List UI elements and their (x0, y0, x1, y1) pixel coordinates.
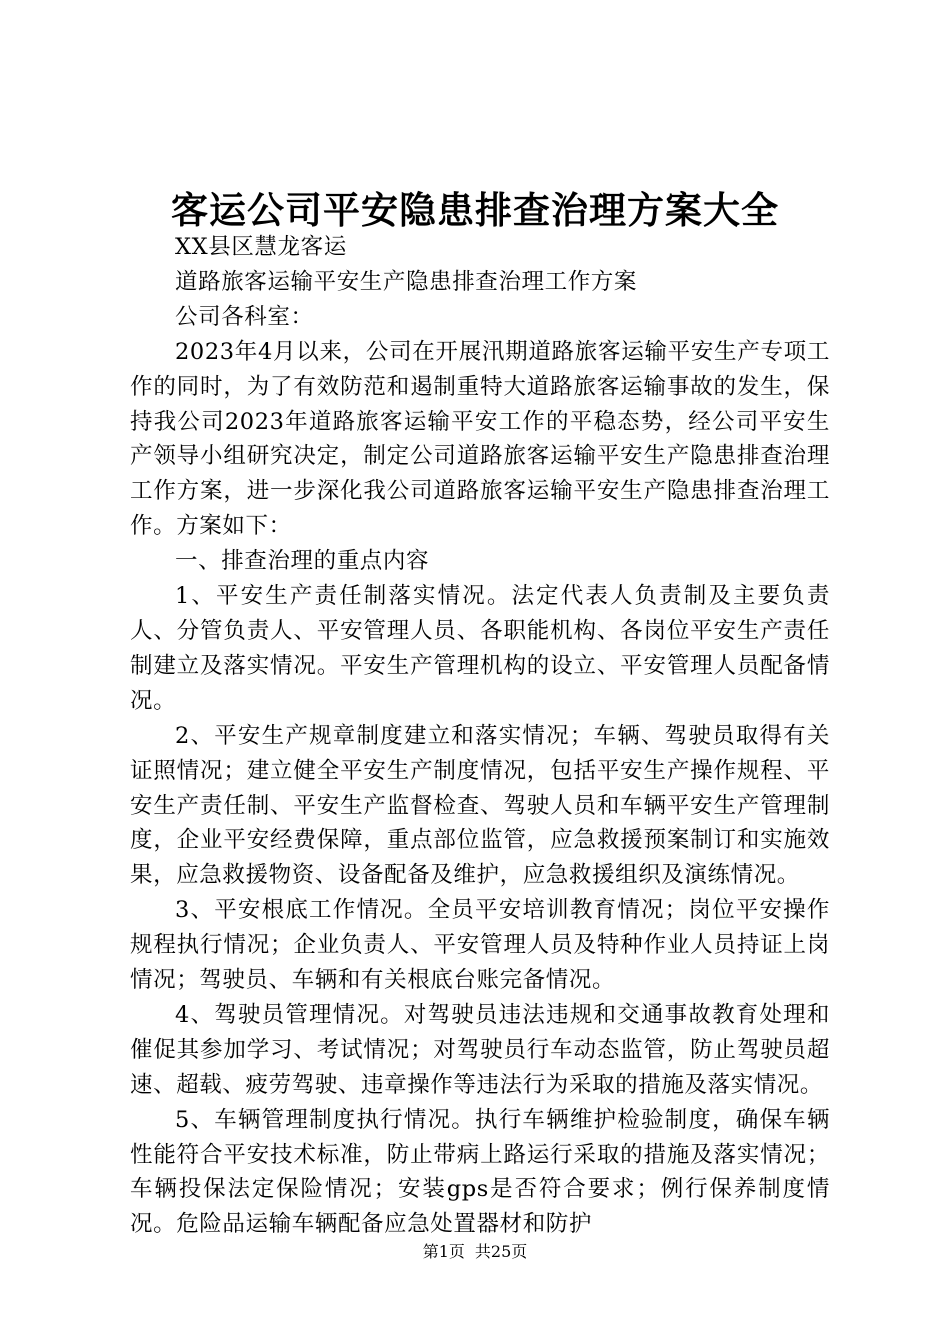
page-footer (0, 1240, 950, 1264)
page-number: 第1页 (422, 1242, 465, 1261)
paragraph-item-3: 3、平安根底工作情况。全员平安培训教育情况；岗位平安操作规程执行情况；企业负责人、平安管理人员及特种作业人员持证上岗情况；驾驶员、车辆和有关根底台账完备情况。 (130, 897, 830, 994)
document-title: 客运公司平安隐患排查治理方案大全 (171, 188, 779, 232)
paragraph-item-2: 2、平安生产规章制度建立和落实情况；车辆、驾驶员取得有关证照情况；建立健全平安生产制度情况，包括平安生产操作规程、平安生产责任制、平安生产监督检查、驾驶人员和车辆平安生产管理制度，企业平安经费保障，重点部位监管，应急救援预案制订和实施效果，应急救援物资、设备配备及维护，应急救援组织及演练情况。 (130, 722, 830, 889)
paragraph-intro: 2023年4月以来，公司在开展汛期道路旅客运输平安生产专项工作的同时，为了有效防范和遏制重特大道路旅客运输事故的发生，保持我公司2023年道路旅客运输平安工作的平稳态势，经公司平安生产领导小组研究决定，制定公司道路旅客运输平安生产隐患排查治理工作方案，进一步深化我公司道路旅客运输平安生产隐患排查治理工作。方案如下： (130, 338, 830, 540)
page-total: 共25页 (474, 1242, 528, 1261)
paragraph-company: XX县区慧龙客运 (175, 234, 347, 260)
section-heading-1: 一、排查治理的重点内容 (175, 548, 430, 575)
paragraph-plan-title: 道路旅客运输平安生产隐患排查治理工作方案 (175, 268, 638, 295)
paragraph-salutation: 公司各科室： (175, 303, 314, 330)
document-body (130, 230, 830, 1242)
paragraph-item-5: 5、车辆管理制度执行情况。执行车辆维护检验制度，确保车辆性能符合平安技术标准，防止带病上路运行采取的措施及落实情况；车辆投保法定保险情况；安装gps是否符合要求；例行保养制度情况。危险品运输车辆配备应急处置器材和防护 (130, 1106, 830, 1238)
paragraph-item-1: 1、平安生产责任制落实情况。法定代表人负责制及主要负责人、分管负责人、平安管理人员、各职能机构、各岗位平安生产责任制建立及落实情况。平安生产管理机构的设立、平安管理人员配备情况。 (130, 583, 830, 714)
paragraph-item-4: 4、驾驶员管理情况。对驾驶员违法违规和交通事故教育处理和催促其参加学习、考试情况；对驾驶员行车动态监管，防止驾驶员超速、超载、疲劳驾驶、违章操作等违法行为采取的措施及落实情况。 (130, 1001, 830, 1098)
